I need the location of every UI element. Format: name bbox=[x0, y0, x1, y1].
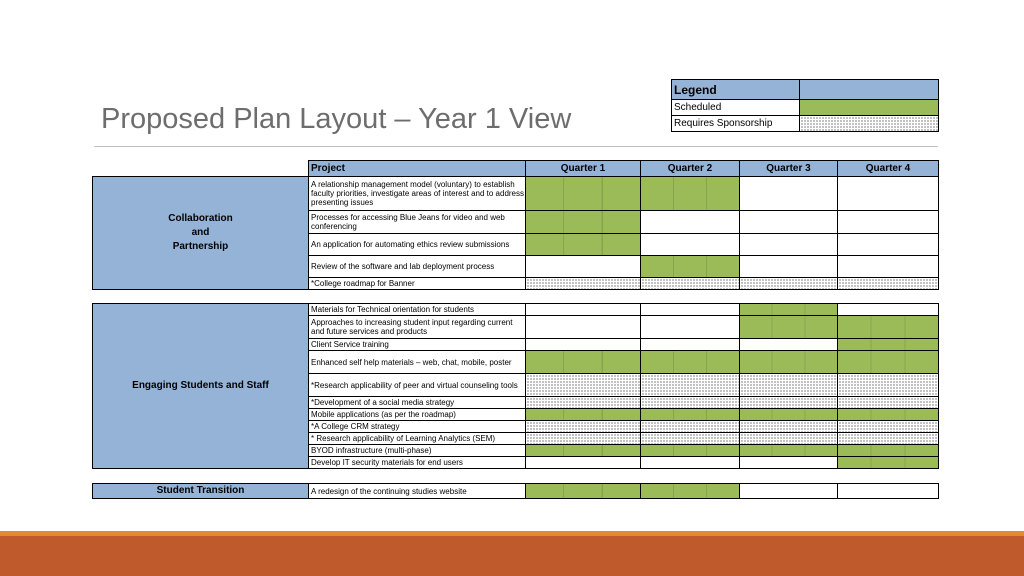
quarter-cell bbox=[838, 278, 939, 290]
quarter-cell bbox=[641, 421, 740, 433]
quarter-cell bbox=[838, 433, 939, 445]
quarter-cell bbox=[740, 457, 838, 469]
group-label-transition: Student Transition bbox=[93, 484, 309, 499]
quarter-cell bbox=[740, 351, 838, 374]
quarter-cell bbox=[838, 421, 939, 433]
legend-swatch-scheduled bbox=[800, 100, 939, 116]
legend-table bbox=[671, 79, 939, 132]
plan-table-transition bbox=[92, 483, 939, 499]
quarter-cell bbox=[838, 484, 939, 499]
legend-header-swatch bbox=[800, 80, 939, 100]
footer-bar bbox=[0, 536, 1024, 576]
plan-table-engaging bbox=[92, 303, 939, 469]
group-label-line: Partnership bbox=[172, 241, 229, 252]
quarter-cell bbox=[641, 316, 740, 339]
quarter-cell bbox=[838, 351, 939, 374]
quarter-cell bbox=[641, 304, 740, 316]
group-label-line: Collaboration bbox=[168, 213, 233, 224]
quarter-cell bbox=[838, 256, 939, 278]
quarter-cell bbox=[641, 351, 740, 374]
project-name: *Research applicability of peer and virtual counseling tools bbox=[309, 374, 526, 397]
quarter-cell bbox=[641, 445, 740, 457]
quarter-cell bbox=[526, 433, 641, 445]
project-name: Review of the software and lab deployment process bbox=[309, 256, 526, 278]
project-name: Client Service training bbox=[309, 339, 526, 351]
quarter-cell bbox=[641, 278, 740, 290]
quarter-cell bbox=[740, 278, 838, 290]
legend-label-sponsorship: Requires Sponsorship bbox=[672, 116, 800, 132]
quarter-cell bbox=[526, 351, 641, 374]
quarter-cell bbox=[526, 457, 641, 469]
quarter-cell bbox=[526, 316, 641, 339]
quarter-cell bbox=[641, 397, 740, 409]
project-name: An application for automating ethics review submissions bbox=[309, 234, 526, 256]
header-quarter-2: Quarter 2 bbox=[641, 161, 740, 177]
quarter-cell bbox=[641, 211, 740, 234]
quarter-cell bbox=[740, 445, 838, 457]
quarter-cell bbox=[641, 433, 740, 445]
project-name: Materials for Technical orientation for students bbox=[309, 304, 526, 316]
quarter-cell bbox=[838, 316, 939, 339]
quarter-cell bbox=[526, 409, 641, 421]
quarter-cell bbox=[740, 484, 838, 499]
group-label-collaboration bbox=[93, 177, 309, 290]
quarter-cell bbox=[526, 484, 641, 499]
quarter-cell bbox=[740, 397, 838, 409]
quarter-cell bbox=[838, 339, 939, 351]
quarter-cell bbox=[526, 397, 641, 409]
quarter-cell bbox=[838, 304, 939, 316]
quarter-cell bbox=[740, 409, 838, 421]
quarter-cell bbox=[838, 234, 939, 256]
quarter-cell bbox=[641, 234, 740, 256]
quarter-cell bbox=[838, 409, 939, 421]
quarter-cell bbox=[740, 211, 838, 234]
project-name: *Development of a social media strategy bbox=[309, 397, 526, 409]
table-header-row bbox=[93, 161, 939, 177]
quarter-cell bbox=[641, 177, 740, 211]
quarter-cell bbox=[526, 278, 641, 290]
quarter-cell bbox=[838, 374, 939, 397]
header-quarter-1: Quarter 1 bbox=[526, 161, 641, 177]
project-name: BYOD infrastructure (multi-phase) bbox=[309, 445, 526, 457]
project-name: *A College CRM strategy bbox=[309, 421, 526, 433]
plan-table-collaboration bbox=[92, 160, 939, 290]
quarter-cell bbox=[641, 484, 740, 499]
project-name: Processes for accessing Blue Jeans for video and web conferencing bbox=[309, 211, 526, 234]
project-name: *College roadmap for Banner bbox=[309, 278, 526, 290]
quarter-cell bbox=[526, 339, 641, 351]
quarter-cell bbox=[526, 421, 641, 433]
quarter-cell bbox=[526, 304, 641, 316]
quarter-cell bbox=[740, 339, 838, 351]
quarter-cell bbox=[526, 234, 641, 256]
quarter-cell bbox=[526, 256, 641, 278]
quarter-cell bbox=[740, 316, 838, 339]
quarter-cell bbox=[641, 374, 740, 397]
quarter-cell bbox=[526, 177, 641, 211]
legend-header: Legend bbox=[672, 80, 800, 100]
quarter-cell bbox=[641, 457, 740, 469]
project-name: Develop IT security materials for end users bbox=[309, 457, 526, 469]
legend-swatch-sponsorship bbox=[800, 116, 939, 132]
quarter-cell bbox=[526, 211, 641, 234]
quarter-cell bbox=[641, 339, 740, 351]
project-name: A redesign of the continuing studies website bbox=[309, 484, 526, 499]
project-name: * Research applicability of Learning Analytics (SEM) bbox=[309, 433, 526, 445]
quarter-cell bbox=[641, 256, 740, 278]
quarter-cell bbox=[740, 256, 838, 278]
table-row bbox=[93, 484, 939, 499]
project-name: Enhanced self help materials – web, chat, mobile, poster bbox=[309, 351, 526, 374]
quarter-cell bbox=[740, 177, 838, 211]
quarter-cell bbox=[740, 304, 838, 316]
header-quarter-4: Quarter 4 bbox=[838, 161, 939, 177]
legend-label-scheduled: Scheduled bbox=[672, 100, 800, 116]
title-divider bbox=[94, 146, 938, 147]
header-spacer bbox=[93, 161, 309, 177]
quarter-cell bbox=[740, 421, 838, 433]
project-name: A relationship management model (voluntary) to establish faculty priorities, investigate areas of interest and to address presenting issues bbox=[309, 177, 526, 211]
group-label-line: and bbox=[191, 227, 210, 238]
quarter-cell bbox=[838, 457, 939, 469]
group-label-engaging: Engaging Students and Staff bbox=[93, 304, 309, 469]
page-title: Proposed Plan Layout – Year 1 View bbox=[101, 103, 572, 135]
quarter-cell bbox=[740, 433, 838, 445]
quarter-cell bbox=[526, 445, 641, 457]
quarter-cell bbox=[838, 177, 939, 211]
quarter-cell bbox=[838, 397, 939, 409]
quarter-cell bbox=[740, 234, 838, 256]
quarter-cell bbox=[838, 445, 939, 457]
table-row bbox=[93, 177, 939, 211]
quarter-cell bbox=[641, 409, 740, 421]
quarter-cell bbox=[740, 374, 838, 397]
project-name: Approaches to increasing student input regarding current and future services and products bbox=[309, 316, 526, 339]
quarter-cell bbox=[838, 211, 939, 234]
project-name: Mobile applications (as per the roadmap) bbox=[309, 409, 526, 421]
table-row bbox=[93, 304, 939, 316]
quarter-cell bbox=[526, 374, 641, 397]
header-quarter-3: Quarter 3 bbox=[740, 161, 838, 177]
header-project: Project bbox=[309, 161, 526, 177]
